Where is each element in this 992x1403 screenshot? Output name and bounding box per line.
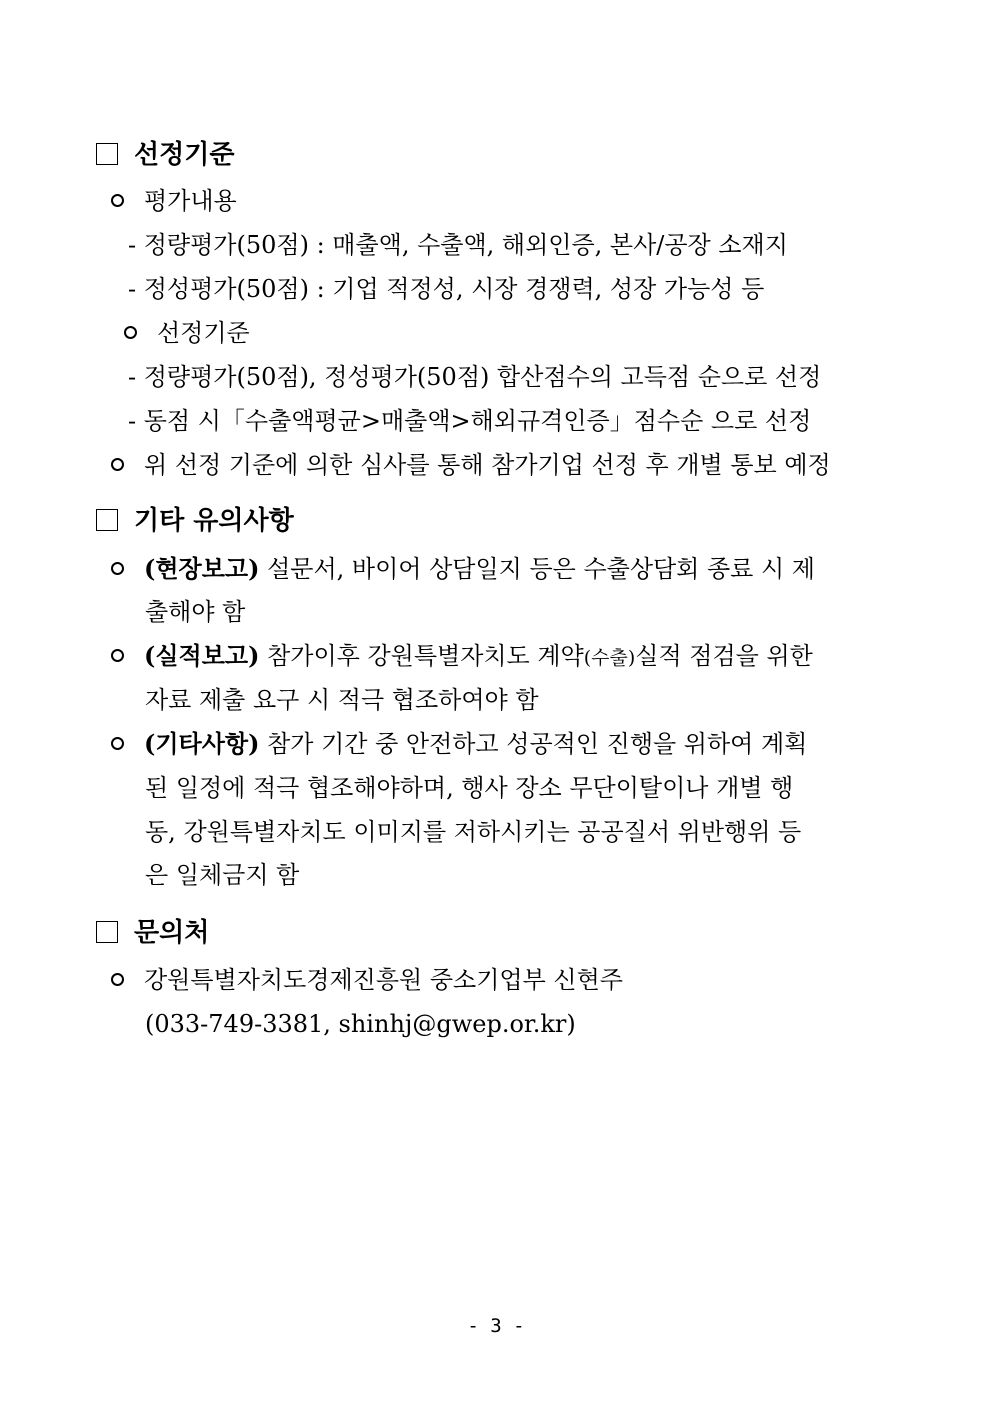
circle-bullet-icon — [111, 973, 124, 986]
bullet-label: (현장보고) — [144, 554, 260, 583]
section-heading-selection-criteria — [96, 140, 234, 170]
bullet-eval-content — [111, 186, 237, 216]
bullet-text: 강원특별자치도경제진흥원 중소기업부 신현주 — [144, 966, 623, 994]
circle-bullet-icon — [111, 737, 124, 750]
bullet-text: 평가내용 — [144, 187, 237, 215]
dash-text: 동점 시「수출액평균>매출액>해외규격인증」점수순 으로 선정 — [143, 407, 812, 435]
dash-text: 정량평가(50점), 정성평가(50점) 합산점수의 고득점 순으로 선정 — [143, 363, 822, 391]
dash-marker: - — [128, 231, 144, 259]
bullet-other-matters — [111, 729, 807, 759]
bullet-text-small: (수출) — [583, 647, 636, 669]
bullet-label: (실적보고) — [144, 641, 260, 670]
dash-text: 정성평가(50점) : 기업 적정성, 시장 경쟁력, 성장 가능성 등 — [143, 275, 765, 303]
dash-marker: - — [128, 275, 144, 303]
dash-marker: - — [128, 407, 144, 435]
section-heading-contact — [96, 918, 209, 948]
section-title: 문의처 — [134, 918, 210, 948]
bullet-text: 선정기준 — [157, 319, 250, 347]
circle-bullet-icon — [111, 458, 124, 471]
bullet-continuation — [145, 817, 801, 847]
page-number: - 3 - — [467, 1315, 525, 1337]
bullet-continuation — [145, 597, 245, 627]
dash-item-criteria-sum — [128, 362, 821, 392]
circle-bullet-icon — [111, 649, 124, 662]
dash-text: 정량평가(50점) : 매출액, 수출액, 해외인증, 본사/공장 소재지 — [143, 231, 788, 259]
bullet-continuation — [145, 860, 299, 890]
checkbox-square-icon — [96, 143, 118, 165]
bullet-field-report — [111, 554, 815, 584]
bullet-label: (기타사항) — [144, 729, 260, 758]
contact-detail-text: (033-749-3381, shinhj@gwep.or.kr) — [145, 1010, 576, 1038]
continuation-text: 자료 제출 요구 시 적극 협조하여야 함 — [145, 686, 539, 714]
continuation-text: 된 일정에 적극 협조해야하며, 행사 장소 무단이탈이나 개별 행 — [145, 774, 794, 802]
dash-item-quant-eval — [128, 230, 788, 260]
continuation-text: 출해야 함 — [145, 598, 246, 626]
section-heading-other-notes — [96, 506, 294, 536]
section-title: 선정기준 — [134, 140, 235, 170]
bullet-notice — [111, 450, 831, 480]
bullet-criteria — [124, 318, 250, 348]
bullet-performance-report — [111, 641, 813, 673]
bullet-text: 참가이후 강원특별자치도 계약 — [267, 642, 584, 670]
section-title: 기타 유의사항 — [134, 506, 294, 536]
continuation-text: 동, 강원특별자치도 이미지를 저하시키는 공공질서 위반행위 등 — [145, 818, 802, 846]
dash-marker: - — [128, 363, 144, 391]
dash-item-criteria-tie — [128, 406, 811, 436]
circle-bullet-icon — [124, 326, 137, 339]
contact-detail — [145, 1009, 576, 1039]
bullet-text: 실적 점검을 위한 — [635, 642, 813, 670]
bullet-continuation — [145, 685, 539, 715]
bullet-text: 참가 기간 중 안전하고 성공적인 진행을 위하여 계획 — [267, 730, 808, 758]
bullet-continuation — [145, 773, 793, 803]
circle-bullet-icon — [111, 194, 124, 207]
circle-bullet-icon — [111, 562, 124, 575]
continuation-text: 은 일체금지 함 — [145, 861, 300, 889]
dash-item-qual-eval — [128, 274, 764, 304]
checkbox-square-icon — [96, 921, 118, 943]
bullet-text: 설문서, 바이어 상담일지 등은 수출상담회 종료 시 제 — [267, 555, 815, 583]
bullet-text: 위 선정 기준에 의한 심사를 통해 참가기업 선정 후 개별 통보 예정 — [144, 451, 831, 479]
checkbox-square-icon — [96, 509, 118, 531]
bullet-contact — [111, 965, 623, 995]
